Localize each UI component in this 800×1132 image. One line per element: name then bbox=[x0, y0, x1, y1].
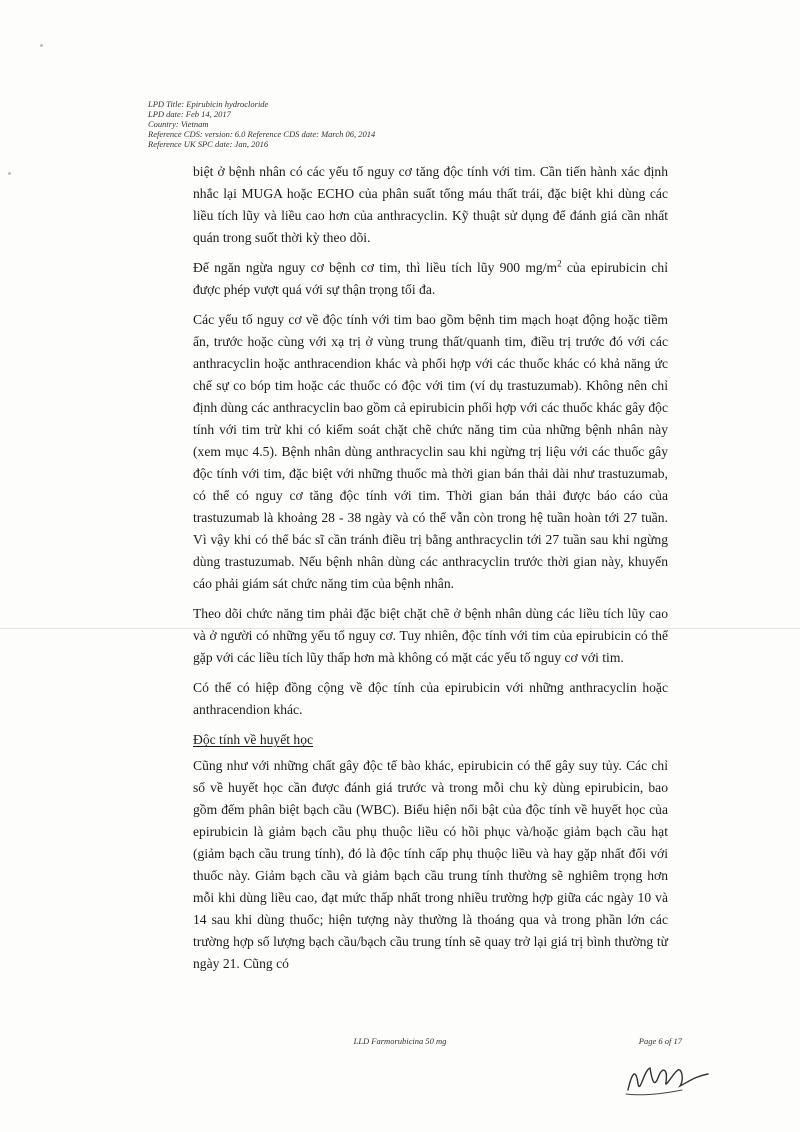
header-line: Country: Vietnam bbox=[148, 119, 209, 129]
paragraph: biệt ở bệnh nhân có các yếu tố nguy cơ tăng độc tính với tim. Cần tiến hành xác định nhắc lại MUGA hoặc ECHO của phân suất tống máu thất trái, đặc biệt khi dùng các liều tích lũy và liều cao hơn của anthracyclin. Kỹ thuật sử dụng để đánh giá cần nhất quán trong suốt thời kỳ theo dõi. bbox=[193, 164, 668, 245]
paragraph: Theo dõi chức năng tim phải đặc biệt chặt chẽ ở bệnh nhân dùng các liều tích lũy cao và ở người có những yếu tố nguy cơ. Tuy nhiên, độc tính với tim của epirubicin có thể gặp với các liều tích lũy thấp hơn mà không có mặt các yếu tố nguy cơ với tim. bbox=[193, 606, 668, 665]
superscript: 2 bbox=[557, 258, 562, 269]
document-body bbox=[193, 161, 668, 983]
text-run: của epirubicin chỉ được phép vượt quá với sự thận trọng tối đa. bbox=[193, 260, 668, 297]
scan-speck bbox=[8, 172, 11, 175]
paragraph: Có thể có hiệp đồng cộng về độc tính của epirubicin với những anthracyclin hoặc anthracendion khác. bbox=[193, 680, 668, 717]
footer-product: LLD Farmorubicina 50 mg bbox=[353, 1036, 447, 1046]
paragraph: Các yếu tố nguy cơ về độc tính với tim bao gồm bệnh tim mạch hoạt động hoặc tiềm ẩn, trước hoặc cùng với xạ trị ở vùng trung thất/quanh tim, điều trị trước đó với các anthracyclin hoặc anthracendion khác và phối hợp với các thuốc khác có khả năng ức chế sự co bóp tim hoặc các thuốc có độc với tim (ví dụ trastuzumab). Không nên chỉ định dùng các anthracyclin bao gồm cả epirubicin phối hợp với các thuốc khác gây độc tính với tim trừ khi có kiểm soát chặt chẽ chức năng tim của những bệnh nhân này (xem mục 4.5). Bệnh nhân dùng anthracyclin sau khi ngừng trị liệu với các thuốc gây độc tính với tim, đặc biệt với những thuốc mà thời gian bán thải dài như trastuzumab, có thể có nguy cơ tăng độc tính với tim. Thời gian bán thải được báo cáo của trastuzumab là khoảng 28 - 38 ngày và có thể vẫn còn trong hệ tuần hoàn tới 27 tuần. Vì vậy khi có thể bác sĩ cần tránh điều trị bằng anthracyclin tới 27 tuần sau khi ngừng dùng trastuzumab. Nếu bệnh nhân dùng các anthracyclin trước thời gian này, khuyến cáo phải giám sát chức năng tim của bệnh nhân. bbox=[193, 312, 668, 591]
document-header bbox=[148, 99, 375, 149]
page-number: Page 6 of 17 bbox=[638, 1036, 682, 1046]
paragraph bbox=[193, 257, 668, 301]
text-run: Để ngăn ngừa nguy cơ bệnh cơ tim, thì liều tích lũy 900 mg/m bbox=[193, 260, 558, 275]
paragraph: Cũng như với những chất gây độc tế bào khác, epirubicin có thể gây suy tủy. Các chỉ số về huyết học cần được đánh giá trước và trong mỗi chu kỳ dùng epirubicin, bao gồm đếm phân biệt bạch cầu (WBC). Biểu hiện nổi bật của độc tính về huyết học của epirubicin là giảm bạch cầu phụ thuộc liều có hồi phục và/hoặc giảm bạch cầu hạt (giảm bạch cầu trung tính), đó là độc tính cấp phụ thuộc liều và hay gặp nhất đối với thuốc này. Giảm bạch cầu và giảm bạch cầu trung tính thường sẽ nghiêm trọng hơn mỗi khi dùng liều cao, đạt mức thấp nhất trong nhiều trường hợp giữa các ngày 10 và 14 sau khi dùng thuốc; hiện tượng này thường là thoáng qua và trong phần lớn các trường hợp số lượng bạch cầu/bạch cầu trung tính sẽ quay trở lại giá trị bình thường từ ngày 21. Cũng có bbox=[193, 758, 668, 971]
header-line: Reference CDS: version: 6.0 Reference CDS date: March 06, 2014 bbox=[148, 129, 376, 139]
header-line: LPD date: Feb 14, 2017 bbox=[148, 109, 231, 119]
section-heading: Độc tính về huyết học bbox=[193, 732, 314, 747]
header-line: Reference UK SPC date: Jan, 2016 bbox=[148, 139, 269, 149]
handwritten-initials bbox=[622, 1060, 712, 1100]
header-line: LPD Title: Epirubicin hydrocloride bbox=[148, 99, 269, 109]
scan-speck bbox=[40, 44, 43, 47]
